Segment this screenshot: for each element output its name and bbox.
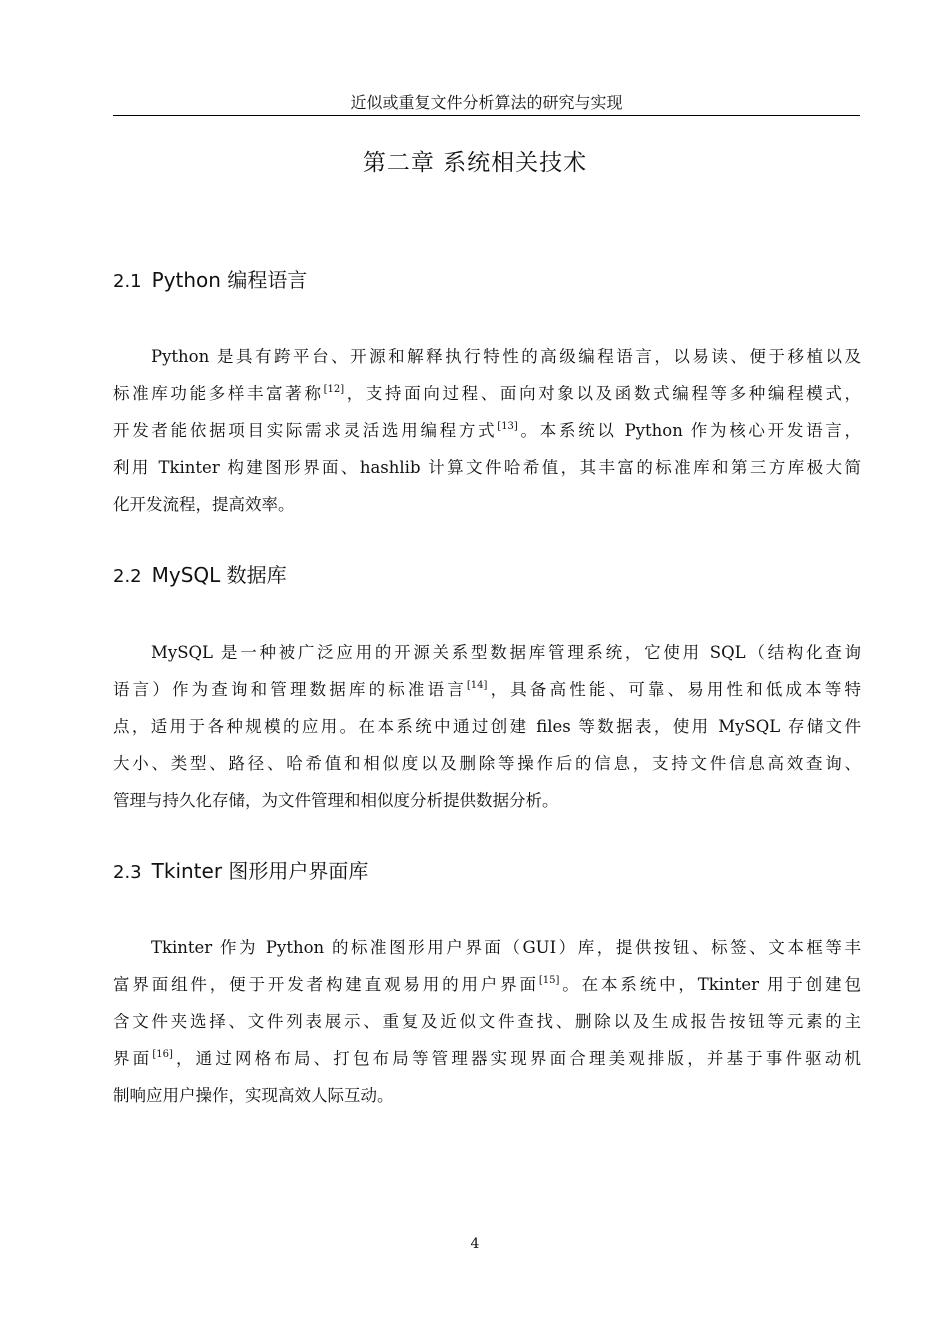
paragraph-line: MySQL 是一种被广泛应用的开源关系型数据库管理系统，它使用 SQL（结构化查询 — [151, 643, 861, 662]
paragraph-line: 富界面组件，便于开发者构建直观易用的用户界面[15]。在本系统中，Tkinter 用于创建包 — [113, 975, 862, 994]
section-number: 2.3 — [113, 862, 142, 883]
section-heading-2-2 — [113, 561, 287, 591]
paragraph-line: Python 是具有跨平台、开源和解释执行特性的高级编程语言，以易读、便于移植以及 — [151, 347, 861, 366]
paragraph-line: 管理与持久化存储，为文件管理和相似度分析提供数据分析。 — [113, 791, 559, 810]
chapter-title: 第二章 系统相关技术 — [362, 150, 588, 176]
citation-ref: [14] — [466, 680, 488, 691]
section-number: 2.2 — [113, 566, 142, 587]
section-title: Python 编程语言 — [151, 268, 308, 292]
paragraph-line: 开发者能依据项目实际需求灵活选用编程方式[13]。本系统以 Python 作为核心开发语言， — [113, 421, 861, 440]
paragraph-line: 点，适用于各种规模的应用。在本系统中通过创建 files 等数据表，使用 MySQL 存储文件 — [113, 717, 861, 736]
citation-ref: [16] — [152, 1049, 173, 1060]
paragraph-tkinter — [113, 929, 861, 1114]
paragraph-python — [113, 338, 861, 523]
page-number: 4 — [470, 1236, 480, 1252]
paragraph-line: 利用 Tkinter 构建图形界面、hashlib 计算文件哈希值，其丰富的标准库和第三方库极大简 — [113, 458, 861, 477]
section-title: Tkinter 图形用户界面库 — [151, 859, 369, 883]
paragraph-line: 含文件夹选择、文件列表展示、重复及近似文件查找、删除以及生成报告按钮等元素的主 — [113, 1012, 861, 1031]
paragraph-line: 大小、类型、路径、哈希值和相似度以及删除等操作后的信息，支持文件信息高效查询、 — [113, 754, 861, 773]
citation-ref: [15] — [538, 975, 560, 986]
paragraph-line: 语言）作为查询和管理数据库的标准语言[14]，具备高性能、可靠、易用性和低成本等特 — [113, 680, 862, 699]
paragraph-mysql — [113, 634, 861, 819]
paragraph-line: 化开发流程，提高效率。 — [113, 495, 295, 514]
paragraph-line: 界面[16]，通过网格布局、打包布局等管理器实现界面合理美观排版，并基于事件驱动机 — [113, 1049, 862, 1068]
citation-ref: [13] — [497, 421, 518, 432]
paragraph-line: 标准库功能多样丰富著称[12]，支持面向过程、面向对象以及函数式编程等多种编程模式， — [113, 384, 862, 403]
running-header: 近似或重复文件分析算法的研究与实现 — [113, 92, 860, 116]
section-heading-2-1 — [113, 266, 307, 296]
section-number: 2.1 — [113, 271, 142, 292]
citation-ref: [12] — [323, 384, 345, 395]
paragraph-line: 制响应用户操作，实现高效人际互动。 — [113, 1086, 394, 1105]
paragraph-line: Tkinter 作为 Python 的标准图形用户界面（GUI）库，提供按钮、标签、文本框等丰 — [151, 938, 861, 957]
section-title: MySQL 数据库 — [151, 563, 287, 587]
section-heading-2-3 — [113, 857, 368, 887]
